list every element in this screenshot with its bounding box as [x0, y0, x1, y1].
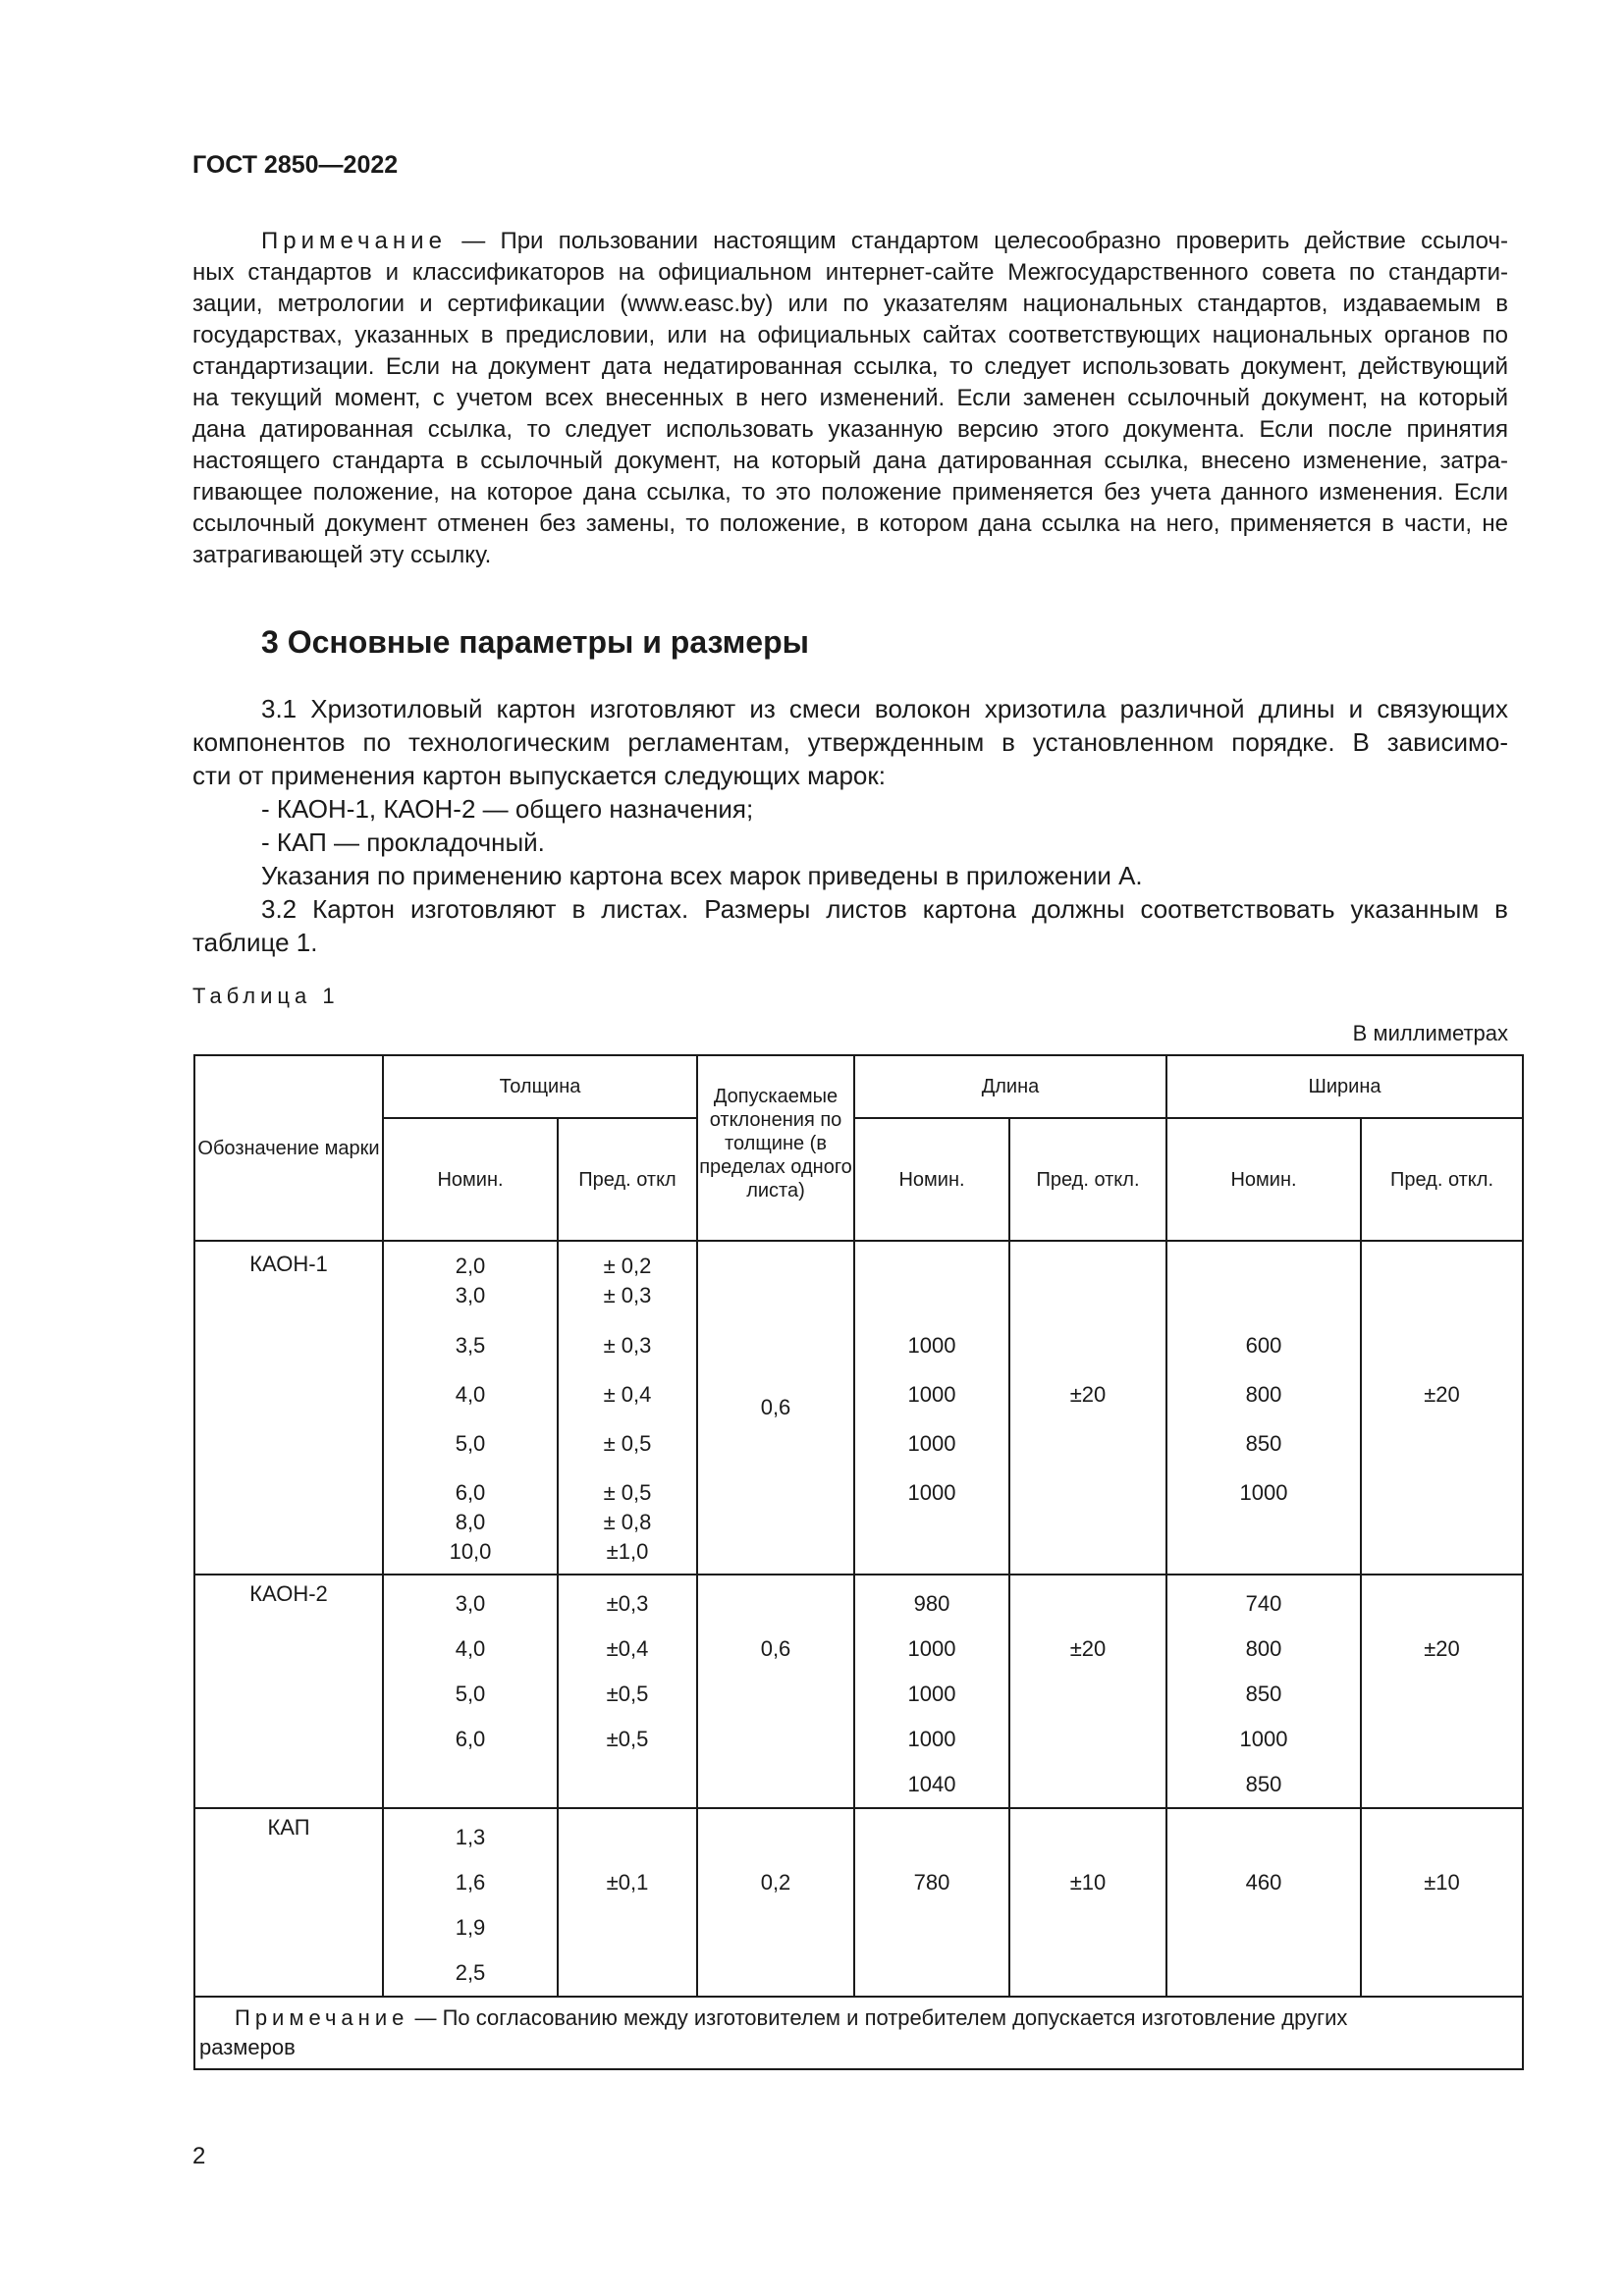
thickness-nom-cell: 3,0 4,0 5,0 6,0	[383, 1575, 558, 1808]
mark-cell: КАОН-1	[194, 1241, 383, 1575]
header-tolerance: Допускаемые отклонения по толщине (в пределах одного листа)	[697, 1055, 854, 1241]
thickness-nom-cell: 2,0 3,0 3,5 4,0 5,0 6,0 8,0 10,0	[383, 1241, 558, 1575]
document-header: ГОСТ 2850—2022	[192, 151, 399, 179]
table-caption: Таблица 1	[192, 984, 340, 1008]
mark-cell: КАП	[194, 1808, 383, 1997]
tolerance-cell: 0,6	[697, 1575, 854, 1808]
tolerance-cell: 0,6	[697, 1241, 854, 1575]
length-nom-cell: 1000 1000 1000 1000	[854, 1241, 1009, 1575]
paragraph-3-2: 3.2 Картон изготовляют в листах. Размеры листов картона должны соответствовать указанным в	[261, 894, 1508, 924]
length-nom-cell: 780	[854, 1808, 1009, 1997]
paragraph-3-1: 3.1 Хризотиловый картон изготовляют из смеси волокон хризотила различной длины и связующих компонентов по технологическим регламентам, утвержденным в установленном порядке. В зависимо- сти от применения картон выпускается следующих марок: - КАОН-1, КАОН-2 — общего назначения; - КАП — прокладочный. Указания по применению картона всех марок приведены в приложении А. 3.2 Картон изготовляют в листах. Размеры листов картона должны соответствовать указанным в таблице 1.	[192, 694, 1508, 957]
table-row	[194, 1808, 1523, 1997]
header-thickness-pred: Пред. откл	[558, 1118, 697, 1241]
length-nom-cell: 980 1000 1000 1000 1040	[854, 1575, 1009, 1808]
header-width-pred: Пред. откл.	[1361, 1118, 1523, 1241]
header-length: Длина	[854, 1055, 1166, 1118]
header-thickness-nom: Номин.	[383, 1118, 558, 1241]
header-width: Ширина	[1166, 1055, 1523, 1118]
header-thickness: Толщина	[383, 1055, 697, 1118]
note-paragraph: Примечание — При пользовании настоящим стандартом целесообразно проверить действие ссылоч- ных стандартов и классификаторов на официальном интернет-сайте Межгосударственного совета по стандарти- зации, метрологии и сертификации (www.easc.by) или по указателям национальных стандартов, издаваемым в государствах, указанных в предисловии, или на официальных сайтах соответствующих национальных органов по стандартизации. Если на документ дата недатированная ссылка, то следует использовать документ, действующий на текущий момент, с учетом всех внесенных в него изменений. Если заменен ссылочный документ, на который дана датированная ссылка, то следует использовать указанную версию этого документа. Если после принятия настоящего стандарта в ссылочный документ, на который дана датированная ссылка, внесено изменение, затра- гивающее положение, на которое дана ссылка, то это положение применяется без учета данного изменения. Если ссылочный документ отменен без замены, то положение, в котором дана ссылка на него, применяется в части, не затрагивающей эту ссылку.	[192, 228, 1508, 568]
table-note-row	[194, 1997, 1523, 2069]
thickness-pred-cell: ±0,3 ±0,4 ±0,5 ±0,5	[558, 1575, 697, 1808]
note-label: Примечание	[261, 228, 447, 254]
page-number: 2	[192, 2143, 206, 2169]
header-mark: Обозначение марки	[194, 1055, 383, 1241]
table-row	[194, 1575, 1523, 1808]
table-units: В миллиметрах	[1352, 1021, 1508, 1045]
width-nom-cell: 460	[1166, 1808, 1361, 1997]
header-length-nom: Номин.	[854, 1118, 1009, 1241]
section-title: 3 Основные параметры и размеры	[261, 624, 809, 660]
mark-cell: КАОН-2	[194, 1575, 383, 1808]
table-row	[194, 1241, 1523, 1575]
tolerance-cell: 0,2	[697, 1808, 854, 1997]
thickness-pred-cell: ± 0,2 ± 0,3 ± 0,3 ± 0,4 ± 0,5 ± 0,5 ± 0,8 ±1,0	[558, 1241, 697, 1575]
width-pred-cell: ±20	[1361, 1575, 1523, 1808]
bullet-item: - КАОН-1, КАОН-2 — общего назначения;	[261, 794, 754, 824]
header-length-pred: Пред. откл.	[1009, 1118, 1166, 1241]
thickness-nom-cell: 1,3 1,6 1,9 2,5	[383, 1808, 558, 1997]
thickness-pred-cell: ±0,1	[558, 1808, 697, 1997]
header-width-nom: Номин.	[1166, 1118, 1361, 1241]
length-pred-cell: ±20	[1009, 1575, 1166, 1808]
length-pred-cell: ±20	[1009, 1241, 1166, 1575]
length-pred-cell: ±10	[1009, 1808, 1166, 1997]
width-pred-cell: ±10	[1361, 1808, 1523, 1997]
usage-sentence: Указания по применению картона всех марок приведены в приложении А.	[261, 861, 1143, 890]
dimensions-table	[193, 1054, 1524, 2070]
width-nom-cell: 600 800 850 1000	[1166, 1241, 1361, 1575]
width-pred-cell: ±20	[1361, 1241, 1523, 1575]
table-note: Примечание — По согласованию между изготовителем и потребителем допускается изготовление других размеров	[194, 1997, 1523, 2069]
bullet-item: - КАП — прокладочный.	[261, 828, 545, 857]
width-nom-cell: 740 800 850 1000 850	[1166, 1575, 1361, 1808]
